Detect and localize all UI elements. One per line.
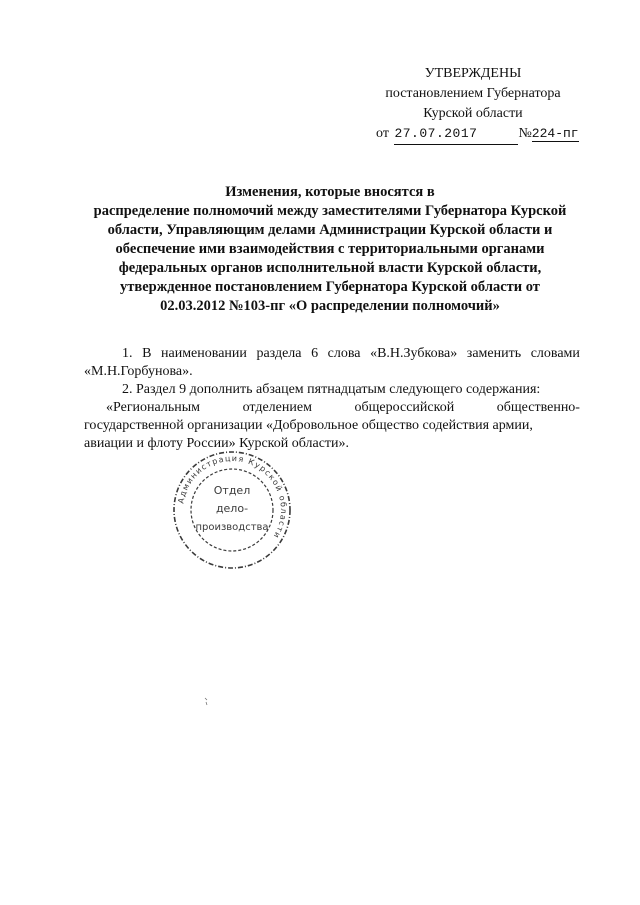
date-prefix: от [376, 126, 389, 141]
item-3-line-3: авиации и флоту России» Курской области». [84, 436, 350, 451]
item-3-line-1 [84, 399, 580, 417]
stamp-ring-text: Администрация Курской области [176, 453, 289, 541]
word: В [142, 346, 152, 361]
item-3-line-2: государственной организации «Добровольное общество содействия армии, [84, 418, 533, 433]
word: наименовании [161, 346, 247, 361]
title-line: 02.03.2012 №103-пг «О распределении полномочий» [160, 298, 500, 314]
approval-block [358, 64, 588, 145]
stamp-center-line-1: Отдел [213, 484, 251, 497]
stamp-seal [170, 448, 294, 572]
title-line: обеспечение ими взаимодействия с территориальными органами [115, 241, 545, 257]
item-1-line-1 [84, 345, 580, 363]
title-line: распределение полномочий между заместителями Губернатора Курской [93, 203, 567, 219]
word: отделением [242, 400, 312, 415]
title-line: утвержденное постановлением Губернатора Курской области от [120, 279, 540, 295]
word: 1. [122, 346, 133, 361]
word: 6 [311, 346, 319, 361]
word: «В.Н.Зубкова» [370, 346, 458, 361]
word: заменить [466, 346, 522, 361]
word: слова [327, 346, 361, 361]
approval-date-line [358, 124, 588, 145]
approval-date: 27.07.2017 [394, 124, 518, 145]
word: раздела [256, 346, 302, 361]
word: словами [530, 346, 580, 361]
word: общероссийской [354, 400, 455, 415]
approval-number: 224-пг [531, 126, 579, 141]
stamp-center-line-2: дело- [215, 502, 249, 515]
document-body [84, 345, 580, 453]
word: «Региональным [106, 400, 201, 415]
scan-speck [204, 697, 209, 706]
title-line: федеральных органов исполнительной власти Курской области, [118, 260, 542, 276]
item-1-line-2: «М.Н.Горбунова». [84, 364, 193, 379]
title-line: Изменения, которые вносятся в [225, 184, 435, 200]
stamp-center-line-3: производства [195, 522, 269, 533]
title-line: области, Управляющим делами Администрации Курской области и [107, 222, 553, 238]
approval-line-3: Курской области [423, 106, 523, 121]
item-2: 2. Раздел 9 дополнить абзацем пятнадцатым следующего содержания: [122, 382, 541, 397]
word: общественно- [496, 400, 580, 415]
approval-line-2: постановлением Губернатора [385, 86, 561, 101]
approval-heading: УТВЕРЖДЕНЫ [424, 66, 522, 81]
number-prefix: № [518, 126, 532, 141]
document-title [70, 183, 590, 316]
office-stamp [170, 448, 294, 572]
